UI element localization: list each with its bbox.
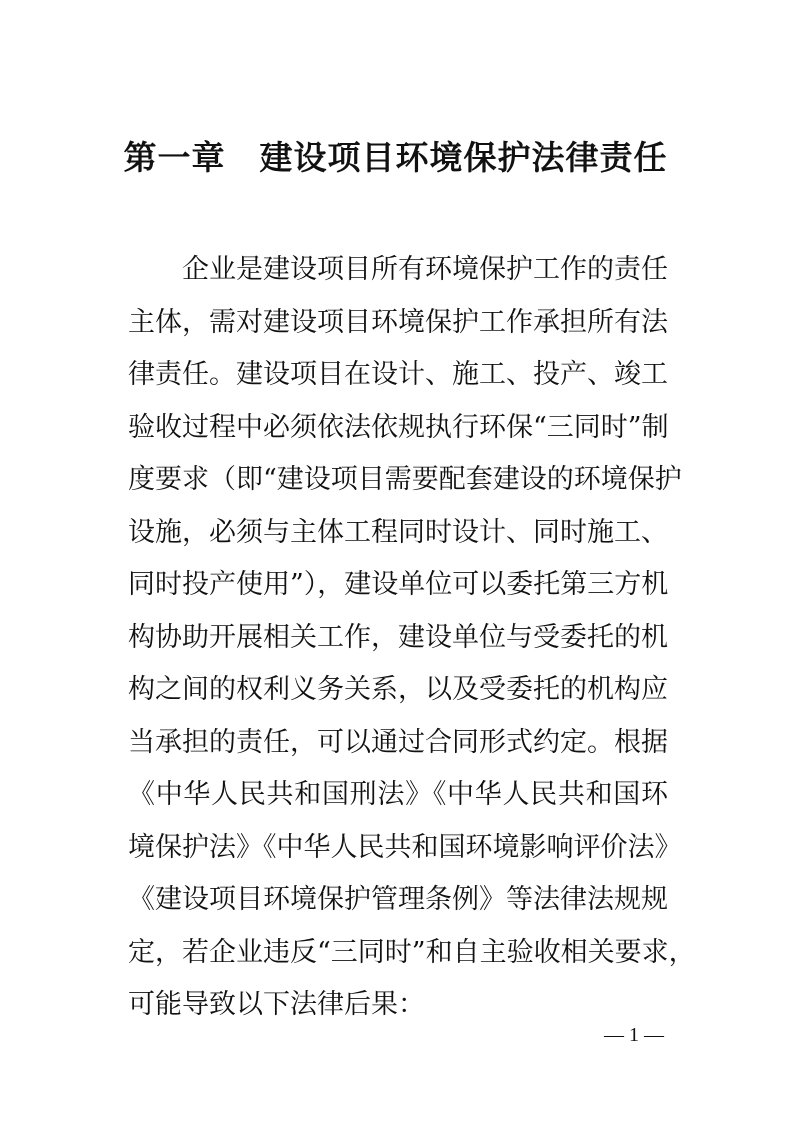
paragraph-line: 验收过程中必须依法依规执行环保“三同时”制 [128, 411, 669, 443]
paragraph-line: 设施，必须与主体工程同时设计、同时施工、 [128, 516, 668, 548]
paragraph-line: 度要求（即“建设项目需要配套建设的环境保护 [128, 464, 682, 495]
paragraph-line: 构之间的权利义务关系，以及受委托的机构应 [128, 674, 668, 705]
paragraph-line: 境保护法》《中华人民共和国环境影响评价法》 [128, 831, 682, 863]
paragraph-line: 定，若企业违反“三同时”和自主验收相关要求， [128, 936, 696, 968]
paragraph-line: 构协助开展相关工作，建设单位与受委托的机 [128, 621, 668, 653]
chapter-title: 第一章 建设项目环境保护法律责任 [123, 138, 668, 177]
paragraph-line: 企业是建设项目所有环境保护工作的责任 [182, 254, 668, 285]
paragraph-line: 当承担的责任，可以通过合同形式约定。根据 [128, 726, 668, 758]
paragraph-line: 律责任。建设项目在设计、施工、投产、竣工 [128, 359, 668, 390]
paragraph-line: 主体，需对建设项目环境保护工作承担所有法 [128, 306, 668, 338]
paragraph-line: 《建设项目环境保护管理条例》等法律法规规 [128, 884, 668, 915]
paragraph-line: 可能导致以下法律后果： [128, 989, 425, 1020]
body-paragraph [128, 244, 696, 1032]
paragraph-line: 同时投产使用”），建设单位可以委托第三方机 [128, 569, 669, 600]
page-number: — 1 — [604, 1024, 664, 1046]
paragraph-line: 《中华人民共和国刑法》《中华人民共和国环 [128, 779, 668, 810]
